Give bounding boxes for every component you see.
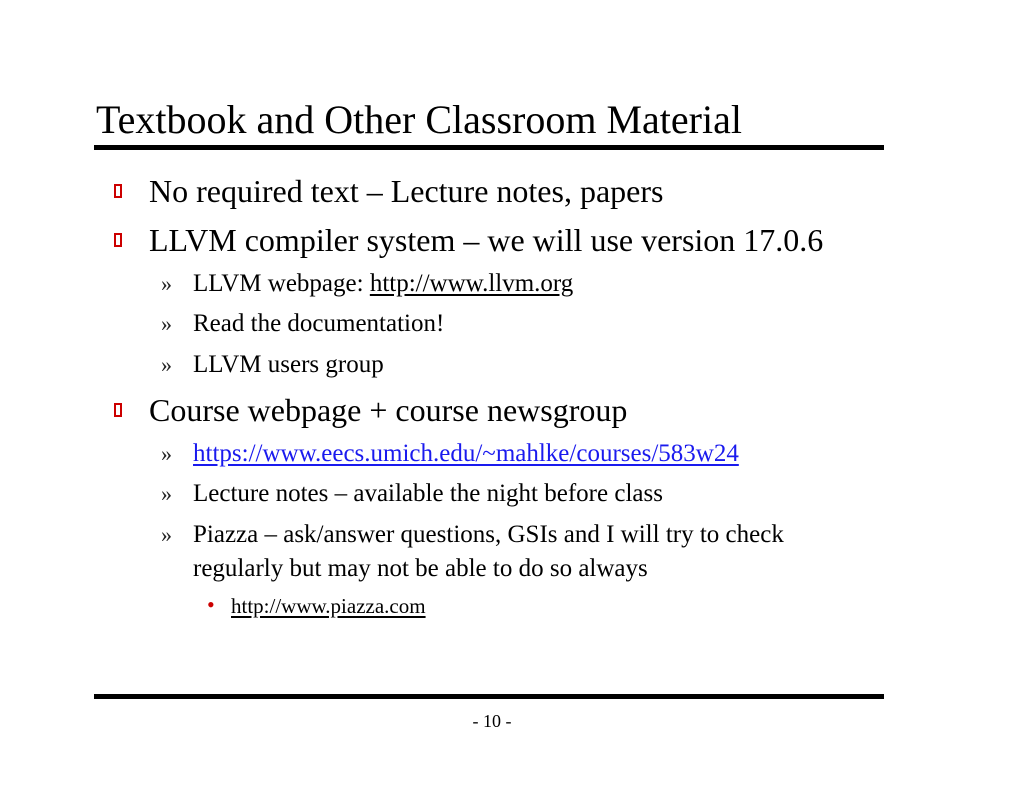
sub-bullet-item (161, 438, 739, 470)
chevron-bullet-icon: » (161, 481, 172, 506)
sub-bullet-item (161, 308, 445, 340)
chevron-bullet-icon: » (161, 311, 172, 336)
piazza-link[interactable]: http://www.piazza.com (231, 594, 426, 618)
sub-bullet-item (161, 478, 663, 510)
chevron-bullet-icon: » (161, 441, 172, 466)
sub-bullet-item (161, 268, 574, 300)
bullet-item: No required text – Lecture notes, papers (149, 173, 664, 209)
sub-bullet-text: Read the documentation! (193, 310, 445, 337)
square-bullet-icon (114, 233, 122, 247)
chevron-bullet-icon: » (161, 522, 172, 547)
sub-bullet-item (161, 349, 384, 381)
sub-bullet-text: Lecture notes – available the night before class (193, 480, 663, 507)
sub-bullet-continuation: regularly but may not be able to do so always (193, 555, 648, 582)
llvm-link[interactable]: http://www.llvm.org (369, 270, 574, 297)
sub-bullet-text: Piazza – ask/answer questions, GSIs and I will try to check (193, 521, 784, 548)
sub-bullet-text: LLVM users group (193, 351, 384, 378)
title-divider (94, 145, 884, 150)
slide-title: Textbook and Other Classroom Material (96, 97, 742, 142)
page-number: - 10 - (472, 711, 512, 731)
chevron-bullet-icon: » (161, 352, 172, 377)
sub-bullet-text: LLVM webpage: (193, 270, 370, 297)
chevron-bullet-icon: » (161, 271, 172, 296)
course-webpage-link[interactable]: https://www.eecs.umich.edu/~mahlke/courses/583w24 (193, 440, 739, 467)
sub-bullet-item (161, 519, 784, 551)
sub-sub-bullet-item (207, 592, 426, 620)
square-bullet-icon (114, 403, 122, 417)
bullet-item: Course webpage + course newsgroup (149, 392, 628, 428)
square-bullet-icon (114, 184, 122, 198)
footer-divider (94, 694, 884, 699)
bullet-item: LLVM compiler system – we will use version 17.0.6 (149, 222, 824, 258)
dot-bullet-icon: • (207, 592, 215, 617)
